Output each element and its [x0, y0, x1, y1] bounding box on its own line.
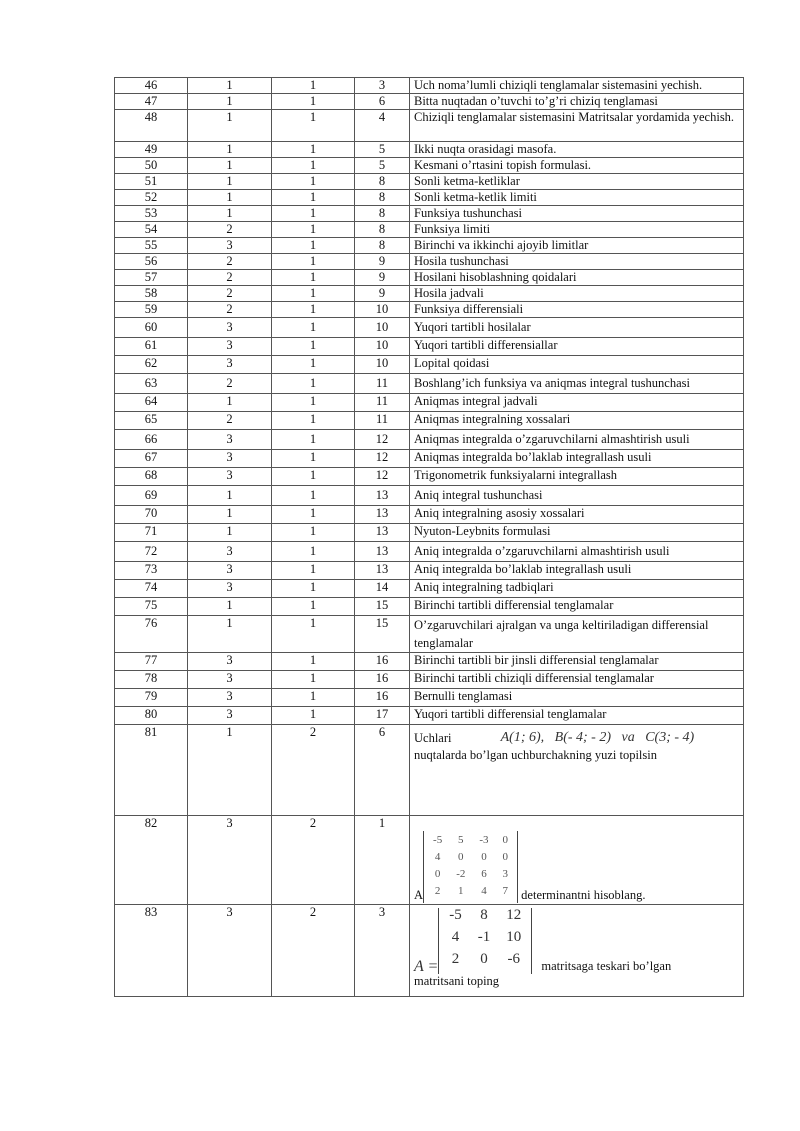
cell-topic: Aniqmas integralda bo’laklab integrallash usuli: [410, 450, 744, 468]
cell-topic: Birinchi va ikkinchi ajoyib limitlar: [410, 238, 744, 254]
table-row: [115, 78, 744, 94]
cell-a: 3: [188, 338, 272, 356]
cell-b: 1: [272, 238, 355, 254]
cell-c: 8: [355, 206, 410, 222]
cell-a: 1: [188, 616, 272, 653]
cell-a: 3: [188, 430, 272, 450]
cell-c: 9: [355, 286, 410, 302]
determinant-matrix: [423, 831, 518, 903]
table-row: [115, 190, 744, 206]
cell-b: 1: [272, 689, 355, 707]
cell-b: 1: [272, 94, 355, 110]
cell-number: 69: [115, 486, 188, 506]
table-row: [115, 598, 744, 616]
cell-a: 3: [188, 905, 272, 997]
cell-number: 76: [115, 616, 188, 653]
table-row: [115, 394, 744, 412]
matrix-row: [441, 952, 529, 974]
cell-c: 11: [355, 394, 410, 412]
cell-c: 13: [355, 542, 410, 562]
cell-number: 63: [115, 374, 188, 394]
cell-number: 46: [115, 78, 188, 94]
cell-a: 1: [188, 174, 272, 190]
cell-number: 81: [115, 725, 188, 816]
cell-c: 6: [355, 94, 410, 110]
topics-table: [114, 77, 744, 997]
cell-topic: Nyuton-Leybnits formulasi: [410, 524, 744, 542]
matrix-entry: 3: [502, 868, 509, 880]
cell-number: 80: [115, 707, 188, 725]
cell-topic: Funksiya limiti: [410, 222, 744, 238]
cell-number: 61: [115, 338, 188, 356]
cell-topic: Yuqori tartibli hosilalar: [410, 318, 744, 338]
cell-number: 49: [115, 142, 188, 158]
cell-number: 56: [115, 254, 188, 270]
cell-c: 8: [355, 190, 410, 206]
cell-topic: Aniqmas integralda o’zgaruvchilarni almashtirish usuli: [410, 430, 744, 450]
cell-a: 1: [188, 158, 272, 174]
matrix-entry: 0: [481, 851, 487, 863]
cell-topic: Sonli ketma-ketlik limiti: [410, 190, 744, 206]
cell-a: 1: [188, 206, 272, 222]
table-row: [115, 94, 744, 110]
cell-b: 1: [272, 190, 355, 206]
cell-topic: Chiziqli tenglamalar sistemasini Matritsalar yordamida yechish.: [410, 110, 744, 142]
cell-a: 3: [188, 689, 272, 707]
cell-topic: Aniq integralda bo’laklab integrallash usuli: [410, 562, 744, 580]
cell-b: 1: [272, 222, 355, 238]
matrix-entry: -2: [456, 868, 466, 880]
cell-a: 1: [188, 394, 272, 412]
matrix-entry: -6: [507, 951, 521, 967]
cell-number: 60: [115, 318, 188, 338]
cell-topic: Ikki nuqta orasidagi masofa.: [410, 142, 744, 158]
cell-c: 10: [355, 356, 410, 374]
matrix-entry: 2: [434, 885, 441, 897]
cell-number: 64: [115, 394, 188, 412]
table-row: [115, 222, 744, 238]
cell-c: 13: [355, 562, 410, 580]
matrix-row: [441, 930, 529, 952]
cell-number: 77: [115, 653, 188, 671]
table-row: [115, 524, 744, 542]
cell-a: 1: [188, 598, 272, 616]
cell-b: 1: [272, 430, 355, 450]
table-row: [115, 110, 744, 142]
cell-c: 9: [355, 270, 410, 286]
matrix-entry: 0: [458, 851, 464, 863]
cell-number: 59: [115, 302, 188, 318]
cell-topic: Boshlang’ich funksiya va aniqmas integral tushunchasi: [410, 374, 744, 394]
matrix-entry: -3: [479, 834, 489, 846]
matrix-entry: 4: [481, 885, 487, 897]
table-row: [115, 270, 744, 286]
cell-c: 15: [355, 598, 410, 616]
cell-topic: Kesmani o’rtasini topish formulasi.: [410, 158, 744, 174]
cell-topic: Sonli ketma-ketliklar: [410, 174, 744, 190]
task-text: matritsaga teskari bo’lgan: [541, 959, 672, 973]
matrix-label: A: [414, 888, 424, 902]
cell-topic: Aniq integralning tadbiqlari: [410, 580, 744, 598]
cell-number: 72: [115, 542, 188, 562]
cell-number: 67: [115, 450, 188, 468]
cell-c: 12: [355, 468, 410, 486]
cell-number: 78: [115, 671, 188, 689]
cell-number: 71: [115, 524, 188, 542]
table-row: [115, 356, 744, 374]
matrix-row: [426, 850, 515, 867]
table-row: [115, 506, 744, 524]
cell-c: 11: [355, 412, 410, 430]
cell-topic: Aniq integralning asosiy xossalari: [410, 506, 744, 524]
matrix-entry: -5: [433, 834, 443, 846]
cell-b: 1: [272, 78, 355, 94]
table-row: [115, 671, 744, 689]
task-text-2: matritsani toping: [414, 974, 500, 988]
cell-b: 1: [272, 562, 355, 580]
matrix-entry: -5: [449, 907, 462, 923]
cell-c: 1: [355, 816, 410, 905]
table-row: [115, 158, 744, 174]
cell-c: 9: [355, 254, 410, 270]
matrix-entry: 2: [451, 951, 460, 967]
cell-number: 73: [115, 562, 188, 580]
cell-task: [410, 905, 744, 997]
table-row: [115, 302, 744, 318]
matrix-equation-lhs: A =: [414, 958, 439, 975]
cell-a: 3: [188, 468, 272, 486]
matrix-row: [426, 833, 515, 850]
matrix-entry: 0: [502, 851, 509, 863]
cell-b: 1: [272, 174, 355, 190]
table-row: [115, 486, 744, 506]
cell-c: 4: [355, 110, 410, 142]
table-row-81: [115, 725, 744, 816]
cell-topic: Aniqmas integral jadvali: [410, 394, 744, 412]
cell-c: 10: [355, 338, 410, 356]
cell-c: 5: [355, 142, 410, 158]
task-text: determinantni hisoblang.: [521, 888, 646, 902]
cell-a: 3: [188, 707, 272, 725]
matrix-entry: 0: [434, 868, 441, 880]
matrix-entry: 0: [502, 834, 509, 846]
cell-task: [410, 816, 744, 905]
table-row: [115, 286, 744, 302]
cell-b: 1: [272, 302, 355, 318]
cell-b: 1: [272, 598, 355, 616]
table-row: [115, 238, 744, 254]
cell-topic: Aniqmas integralning xossalari: [410, 412, 744, 430]
cell-a: 3: [188, 671, 272, 689]
table-row: [115, 142, 744, 158]
table-row-82: [115, 816, 744, 905]
cell-b: 1: [272, 671, 355, 689]
cell-a: 2: [188, 254, 272, 270]
cell-number: 70: [115, 506, 188, 524]
cell-topic: Funksiya tushunchasi: [410, 206, 744, 222]
cell-a: 3: [188, 356, 272, 374]
matrix-entry: 4: [434, 851, 441, 863]
cell-a: 1: [188, 486, 272, 506]
cell-number: 62: [115, 356, 188, 374]
cell-b: 1: [272, 486, 355, 506]
table-row: [115, 206, 744, 222]
cell-b: 1: [272, 254, 355, 270]
table-row: [115, 338, 744, 356]
table-row: [115, 254, 744, 270]
matrix-entry: 0: [480, 951, 488, 967]
matrix-entry: 7: [502, 885, 509, 897]
cell-a: 3: [188, 318, 272, 338]
cell-a: 1: [188, 725, 272, 816]
points-formula: A(1; 6), B(- 4; - 2) va C(3; - 4): [500, 730, 695, 745]
table-row: [115, 616, 744, 653]
cell-b: 1: [272, 318, 355, 338]
cell-b: 1: [272, 158, 355, 174]
cell-c: 8: [355, 222, 410, 238]
cell-c: 16: [355, 671, 410, 689]
cell-c: 17: [355, 707, 410, 725]
cell-task: [410, 725, 744, 816]
cell-b: 2: [272, 725, 355, 816]
cell-b: 1: [272, 206, 355, 222]
cell-a: 2: [188, 302, 272, 318]
cell-number: 53: [115, 206, 188, 222]
matrix-entry: 4: [451, 929, 460, 945]
cell-topic: Birinchi tartibli differensial tenglamalar: [410, 598, 744, 616]
cell-topic: Hosila tushunchasi: [410, 254, 744, 270]
cell-topic: Birinchi tartibli chiziqli differensial tenglamalar: [410, 671, 744, 689]
cell-topic: Funksiya differensiali: [410, 302, 744, 318]
cell-b: 1: [272, 580, 355, 598]
table-row: [115, 707, 744, 725]
cell-number: 68: [115, 468, 188, 486]
task-rows: [115, 725, 744, 997]
cell-c: 3: [355, 905, 410, 997]
table-row: [115, 174, 744, 190]
table-row: [115, 450, 744, 468]
cell-topic: O’zgaruvchilari ajralgan va unga keltiriladigan differensial tenglamalar: [410, 616, 744, 653]
cell-a: 1: [188, 190, 272, 206]
cell-number: 47: [115, 94, 188, 110]
cell-a: 1: [188, 94, 272, 110]
cell-number: 79: [115, 689, 188, 707]
cell-b: 1: [272, 412, 355, 430]
cell-number: 57: [115, 270, 188, 286]
cell-a: 2: [188, 286, 272, 302]
cell-c: 16: [355, 653, 410, 671]
cell-b: 2: [272, 905, 355, 997]
cell-number: 55: [115, 238, 188, 254]
table-row-83: [115, 905, 744, 997]
cell-a: 3: [188, 562, 272, 580]
inverse-matrix: [438, 908, 532, 974]
cell-topic: Yuqori tartibli differensiallar: [410, 338, 744, 356]
cell-b: 1: [272, 542, 355, 562]
cell-b: 1: [272, 468, 355, 486]
cell-c: 5: [355, 158, 410, 174]
matrix-row: [441, 908, 529, 930]
cell-c: 12: [355, 450, 410, 468]
matrix-entry: 1: [458, 885, 464, 897]
matrix-entry: 5: [458, 834, 464, 846]
table-row: [115, 374, 744, 394]
topics-table-body: [115, 78, 744, 725]
cell-topic: Bernulli tenglamasi: [410, 689, 744, 707]
cell-c: 13: [355, 506, 410, 524]
table-row: [115, 318, 744, 338]
table-row: [115, 653, 744, 671]
cell-c: 8: [355, 238, 410, 254]
cell-number: 52: [115, 190, 188, 206]
table-row: [115, 689, 744, 707]
matrix-entry: 10: [506, 929, 522, 945]
cell-a: 3: [188, 450, 272, 468]
cell-topic: Uch noma’lumli chiziqli tenglamalar sistemasini yechish.: [410, 78, 744, 94]
cell-b: 1: [272, 394, 355, 412]
cell-topic: Hosilani hisoblashning qoidalari: [410, 270, 744, 286]
table-row: [115, 412, 744, 430]
cell-topic: Bitta nuqtadan o’tuvchi to’g’ri chiziq tenglamasi: [410, 94, 744, 110]
cell-number: 66: [115, 430, 188, 450]
cell-topic: Birinchi tartibli bir jinsli differensial tenglamalar: [410, 653, 744, 671]
task-text: Uchlari: [414, 731, 452, 745]
cell-number: 65: [115, 412, 188, 430]
cell-a: 3: [188, 653, 272, 671]
cell-topic: Lopital qoidasi: [410, 356, 744, 374]
cell-number: 83: [115, 905, 188, 997]
cell-b: 2: [272, 816, 355, 905]
cell-topic: Hosila jadvali: [410, 286, 744, 302]
cell-b: 1: [272, 338, 355, 356]
table-row: [115, 542, 744, 562]
cell-a: 1: [188, 506, 272, 524]
table-row: [115, 430, 744, 450]
cell-a: 1: [188, 110, 272, 142]
table-row: [115, 562, 744, 580]
table-row: [115, 468, 744, 486]
cell-b: 1: [272, 110, 355, 142]
cell-a: 1: [188, 78, 272, 94]
cell-a: 2: [188, 270, 272, 286]
cell-topic: Trigonometrik funksiyalarni integrallash: [410, 468, 744, 486]
cell-c: 13: [355, 486, 410, 506]
task-text-2: nuqtalarda bo’lgan uchburchakning yuzi topilsin: [414, 748, 657, 762]
cell-a: 2: [188, 412, 272, 430]
cell-number: 75: [115, 598, 188, 616]
cell-number: 48: [115, 110, 188, 142]
cell-a: 3: [188, 238, 272, 254]
cell-b: 1: [272, 524, 355, 542]
matrix-row: [426, 884, 515, 901]
cell-b: 1: [272, 356, 355, 374]
cell-c: 13: [355, 524, 410, 542]
cell-b: 1: [272, 374, 355, 394]
cell-b: 1: [272, 707, 355, 725]
matrix-entry: 12: [506, 907, 522, 923]
cell-topic: Yuqori tartibli differensial tenglamalar: [410, 707, 744, 725]
cell-a: 3: [188, 542, 272, 562]
matrix-entry: -1: [477, 929, 491, 945]
cell-c: 12: [355, 430, 410, 450]
cell-b: 1: [272, 506, 355, 524]
cell-number: 51: [115, 174, 188, 190]
cell-c: 6: [355, 725, 410, 816]
cell-c: 3: [355, 78, 410, 94]
cell-c: 8: [355, 174, 410, 190]
cell-c: 10: [355, 318, 410, 338]
cell-number: 50: [115, 158, 188, 174]
cell-a: 3: [188, 816, 272, 905]
cell-number: 58: [115, 286, 188, 302]
cell-c: 14: [355, 580, 410, 598]
cell-topic: Aniq integralda o’zgaruvchilarni almashtirish usuli: [410, 542, 744, 562]
cell-b: 1: [272, 653, 355, 671]
cell-a: 1: [188, 142, 272, 158]
cell-number: 82: [115, 816, 188, 905]
cell-a: 3: [188, 580, 272, 598]
cell-c: 16: [355, 689, 410, 707]
cell-number: 54: [115, 222, 188, 238]
cell-a: 2: [188, 374, 272, 394]
table-row: [115, 580, 744, 598]
cell-a: 1: [188, 524, 272, 542]
cell-number: 74: [115, 580, 188, 598]
cell-c: 10: [355, 302, 410, 318]
matrix-entry: 6: [481, 868, 487, 880]
matrix-row: [426, 867, 515, 884]
cell-c: 15: [355, 616, 410, 653]
cell-b: 1: [272, 616, 355, 653]
cell-a: 2: [188, 222, 272, 238]
cell-b: 1: [272, 142, 355, 158]
cell-b: 1: [272, 270, 355, 286]
cell-b: 1: [272, 286, 355, 302]
cell-c: 11: [355, 374, 410, 394]
cell-topic: Aniq integral tushunchasi: [410, 486, 744, 506]
matrix-entry: 8: [480, 907, 488, 923]
cell-b: 1: [272, 450, 355, 468]
